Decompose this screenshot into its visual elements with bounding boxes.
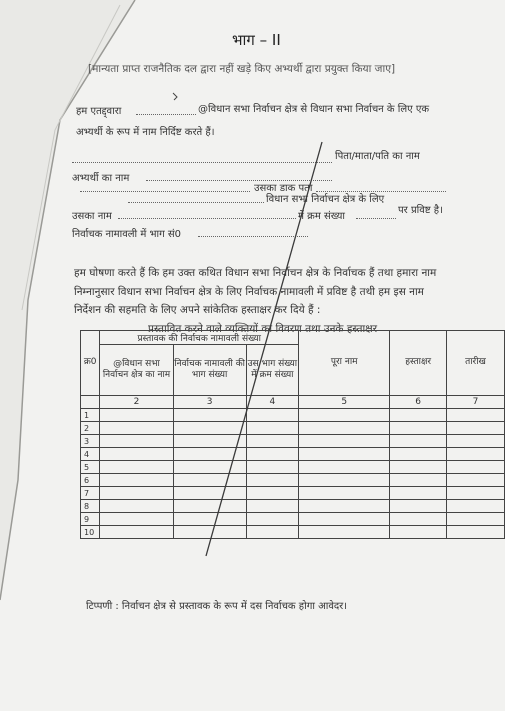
roll-part-column-header: निर्वाचक नामावली की भाग संख्या xyxy=(173,345,246,396)
entered-label: पर प्रविष्ट है। xyxy=(398,205,443,216)
row-number: 5 xyxy=(81,461,100,474)
column-number-cell: 3 xyxy=(173,396,246,409)
constituency-label: विधान सभा निर्वाचन क्षेत्र के लिए xyxy=(266,194,385,205)
row-number: 9 xyxy=(81,513,100,526)
signature-column-header: हस्ताक्षर xyxy=(390,331,447,396)
column-number-cell: 2 xyxy=(100,396,173,409)
page-title: भाग – II xyxy=(232,31,281,49)
full-name-column-header: पूरा नाम xyxy=(299,331,390,396)
date-column-header: तारीख xyxy=(447,331,505,396)
page-subtitle: [मान्यता प्राप्त राजनैतिक दल द्वारा नहीं खड़े किए अभ्यर्थी द्वारा प्रयुक्त किया जाए] xyxy=(88,63,396,75)
footnote: टिप्पणी : निर्वाचन क्षेत्र से प्रस्तावक के रूप में दस निर्वाचक होगा आवेदर। xyxy=(86,601,348,612)
row-number: 8 xyxy=(81,500,100,513)
postal-address-label: उसका डाक पता xyxy=(254,183,313,194)
table-caption: प्रस्तावित करने वाले व्यक्तियों का विवरण तथा उनके हस्ताक्षर xyxy=(148,323,378,335)
declaration-line-2: निम्नानुसार विधान सभा निर्वाचन क्षेत्र के लिए निर्वाचक नामावली में प्रविष्ट है तथी हम इस नाम xyxy=(74,286,424,298)
row-number: 10 xyxy=(81,526,100,539)
row-number: 3 xyxy=(81,435,100,448)
row-number: 1 xyxy=(81,409,100,422)
column-number-cell: 7 xyxy=(447,396,505,409)
row-number: 2 xyxy=(81,422,100,435)
roll-part-label: निर्वाचक नामावली में भाग सं0 xyxy=(72,229,182,240)
candidate-name-label: अभ्यर्थी का नाम xyxy=(72,173,130,184)
line1-prefix: हम एतद्द्वारा xyxy=(76,106,122,117)
line1-constituency: @विधान सभा निर्वाचन क्षेत्र से विधान सभा निर्वाचन के लिए एक xyxy=(198,104,430,115)
row-number: 6 xyxy=(81,474,100,487)
declaration-line-3: निर्देशन की सहमति के लिए अपने सांकेतिक हस्ताक्षर कर दिये हैं : xyxy=(74,304,321,316)
serial-column-header: क्र0 xyxy=(81,331,100,396)
column-number-cell: 5 xyxy=(299,396,390,409)
row-number: 7 xyxy=(81,487,100,500)
proposer-roll-group-header: प्रस्तावक की निर्वाचक नामावली संख्या xyxy=(100,331,299,345)
column-number-cell: 4 xyxy=(246,396,298,409)
declaration-line-1: हम घोषणा करते हैं कि हम उक्त कथित विधान सभा निर्वाचन क्षेत्र के निर्वाचक हैं तथा हमारा नाम xyxy=(74,267,437,279)
serial-in-part-column-header: उस भाग संख्या में क्रम संख्या xyxy=(246,345,298,396)
serial-label: में क्रम संख्या xyxy=(298,211,345,222)
column-number-cell: 6 xyxy=(390,396,447,409)
relation-label: पिता/माता/पति का नाम xyxy=(335,151,420,162)
his-name-label: उसका नाम xyxy=(72,211,112,222)
constituency-name-column-header: @विधान सभा निर्वाचन क्षेत्र का नाम xyxy=(100,345,173,396)
line2-candidate: अभ्यर्थी के रूप में नाम निर्दिष्ट करते हैं। xyxy=(76,127,215,138)
row-number: 4 xyxy=(81,448,100,461)
